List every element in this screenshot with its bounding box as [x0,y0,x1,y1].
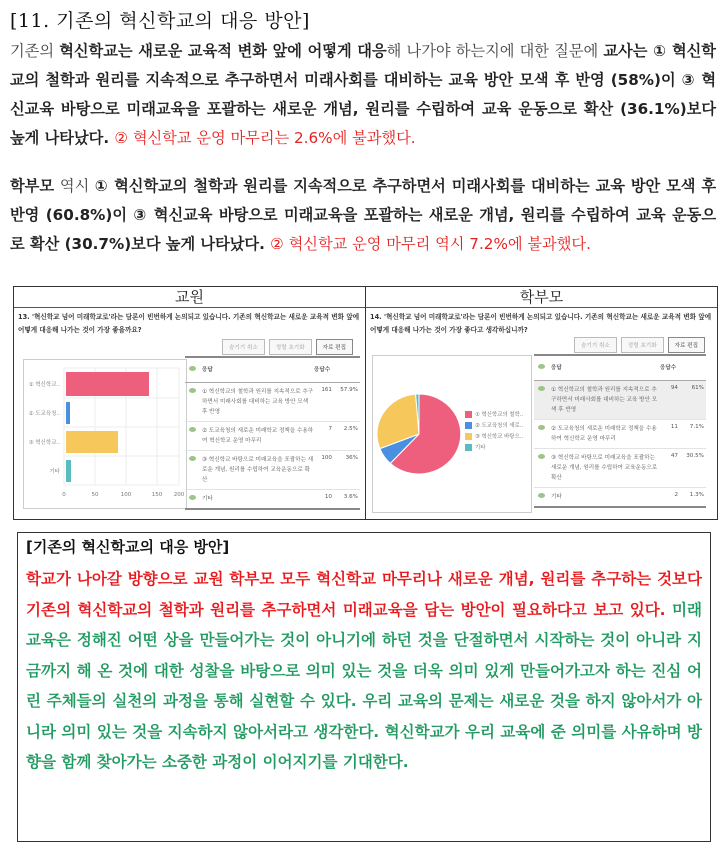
table-row[interactable]: ② 도교육청의 새로운 미래학교 정책을 수용하여 혁신학교 운영 마무리 11 7.1% [534,420,706,449]
row-toggle-icon[interactable] [538,364,545,369]
survey-question: 14. '혁신학교 넘어 미래학교로'라는 담론이 빈번하게 논의되고 있습니다. 기존의 혁신학교는 새로운 교육적 변화 앞에 어떻게 대응해 나가는 것이 가장 좋다고 생각하십니까? [370,313,712,334]
table-row[interactable]: ① 혁신학교의 철학과 원리를 지속적으로 추구하면서 미래사회를 대비하는 교육 방안 모색 후 반영 94 61% [534,381,706,420]
parent-panel [366,287,717,519]
survey-question: 13. '혁신학교 넘어 미래학교로'라는 담론이 빈번하게 논의되고 있습니다. 기존의 혁신학교는 새로운 교육적 변화 앞에 어떻게 대응해 나가는 것이 가장 좋을까요? [18,313,360,334]
row-toggle-icon[interactable] [189,366,196,371]
bar-option-2 [66,402,70,424]
text-lead: 기존의 [10,42,60,60]
table-row[interactable]: ① 혁신학교의 철학과 원리를 지속적으로 추구하면서 미래사회를 대비하는 교육 방안 모색 후 반영 161 57.9% [185,383,360,422]
svg-text:기타: 기타 [49,469,60,475]
edit-data-button[interactable]: 자료 편집 [668,337,705,353]
row-toggle-icon[interactable] [189,495,196,500]
toolbar [574,337,705,353]
row-toggle-icon[interactable] [538,454,545,459]
response-table [185,356,360,510]
svg-text:③ 혁신학교..: ③ 혁신학교.. [28,440,60,446]
summary-box [17,532,711,842]
bar-option-3 [66,431,118,453]
survey-panels [13,286,718,520]
reset-sort-button[interactable]: 정렬 초기화 [269,339,312,355]
unhide-button[interactable]: 숨기기 취소 [574,337,617,353]
row-toggle-icon[interactable] [538,493,545,498]
toolbar [222,339,353,355]
summary-title: [기존의 혁신학교의 대응 방안] [26,538,230,556]
legend-item[interactable]: 기타 [465,443,523,454]
table-row[interactable]: ③ 혁신학교 바탕으로 미래교육을 포괄하는 새로운 개념, 원리를 수립하여 교육운동으로 확산 100 36% [185,451,360,490]
svg-text:200: 200 [173,492,185,498]
table-row[interactable]: ③ 혁신학교 바탕으로 미래교육을 포괄하는 새로운 개념, 원리를 수립하여 교육운동으로 확산 47 30.5% [534,449,706,488]
paragraph-parent-results [10,172,716,259]
reset-sort-button[interactable]: 정렬 초기화 [621,337,664,353]
summary-red-text: 학교가 나아갈 방향으로 교원 학부모 모두 혁신학교 마무리나 새로운 개념, 원리를 추구하는 것보다 기존의 혁신학교의 철학과 원리를 추구하면서 미래교육을 담는 방안이 필요하다고 보고 있다. [26,570,702,619]
svg-text:100: 100 [120,492,132,498]
table-header: 응답 응답수 [185,358,360,383]
pie-legend [465,410,523,454]
text-bold: 학부모 [10,177,60,195]
legend-item[interactable]: ② 도교육청의 새로.. [465,421,523,432]
paragraph-teacher-results [10,37,716,153]
summary-body [26,564,702,778]
svg-text:150: 150 [151,492,163,498]
row-toggle-icon[interactable] [189,456,196,461]
text-bold: ① 혁신학교의 철학과 원리를 지속적으로 추구하면서 미래사회를 대비하는 교육 방안 모색 후 반영 (60.8%)이 ③ 혁신교육 바탕으로 미래교육을 포괄하는 새로운 개념, 원리를 수립하여 교육 운동으로 확산 (30.7%)보다 높게 나타났다. [10,177,716,253]
bar-other [66,460,71,482]
svg-text:① 혁신학교..: ① 혁신학교.. [28,382,60,388]
text-highlight-red: ② 혁신학교 운영 마무리는 2.6%에 불과했다. [114,129,416,147]
row-toggle-icon[interactable] [538,425,545,430]
legend-item[interactable]: ③ 혁신학교 바탕으.. [465,432,523,443]
text-highlight-red: ② 혁신학교 운영 마무리 역시 7.2%에 불과했다. [270,235,591,253]
pie-chart [372,355,532,513]
bar-chart [23,359,187,509]
table-row[interactable]: 기타 10 3.6% [185,490,360,508]
text-bold: 교사는 ① 혁신학교의 철학과 원리를 지속적으로 추구하면서 미래사회를 대비하는 교육 방안 모색 후 반영 (58%)이 ③ 혁신교육 바탕으로 미래교육을 포괄하는 새로운 개념, 원리를 수립하여 교육 운동으로 확산 (36.1%)보다 높게 나타났다. [10,42,716,147]
unhide-button[interactable]: 숨기기 취소 [222,339,265,355]
svg-text:0: 0 [62,492,66,498]
section-heading: [11. 기존의 혁신학교의 대응 방안] [10,10,310,32]
bar-option-1 [66,372,149,396]
legend-item[interactable]: ① 혁신학교의 철학.. [465,410,523,421]
row-toggle-icon[interactable] [189,427,196,432]
text-muted: 역시 [59,177,95,195]
bar-chart-svg [24,360,186,508]
row-toggle-icon[interactable] [189,388,196,393]
table-header: 응답 응답수 [534,356,706,381]
panel-title: 학부모 [366,287,717,308]
summary-green-text: 미래교육은 정해진 어떤 상을 만들어가는 것이 아니기에 하던 것을 단절하면서 시작하는 것이 아니라 지금까지 해 온 것에 대한 성찰을 바탕으로 의미 있는 것을 더욱 의미 있게 만들어가고자 하는 진심 어린 주체들의 실천의 과정을 통해 실현할 수 있다. 우리 교육의 문제는 새로운 것을 하지 않아서가 아니라 의미 있는 것을 지속하지 않아서라고 생각한다. 혁신학교가 우리 교육에 준 의미를 사유하며 방향을 함께 찾아가는 소중한 과정이 이어지기를 기대한다. [26,600,702,771]
row-toggle-icon[interactable] [538,386,545,391]
svg-text:50: 50 [91,492,99,498]
table-row[interactable]: 기타 2 1.3% [534,488,706,506]
text-bold: 혁신학교는 새로운 교육적 변화 앞에 어떻게 대응 [59,42,387,60]
text-mid: 해 나가야 하는지에 대한 질문에 [386,42,604,60]
panel-title: 교원 [14,287,365,308]
edit-data-button[interactable]: 자료 편집 [316,339,353,355]
table-row[interactable]: ② 도교육청의 새로운 미래학교 정책을 수용하여 혁신학교 운영 마무리 7 2.5% [185,422,360,451]
svg-text:② 도교육청..: ② 도교육청.. [28,411,60,417]
response-table [534,354,706,508]
teacher-panel [14,287,366,519]
